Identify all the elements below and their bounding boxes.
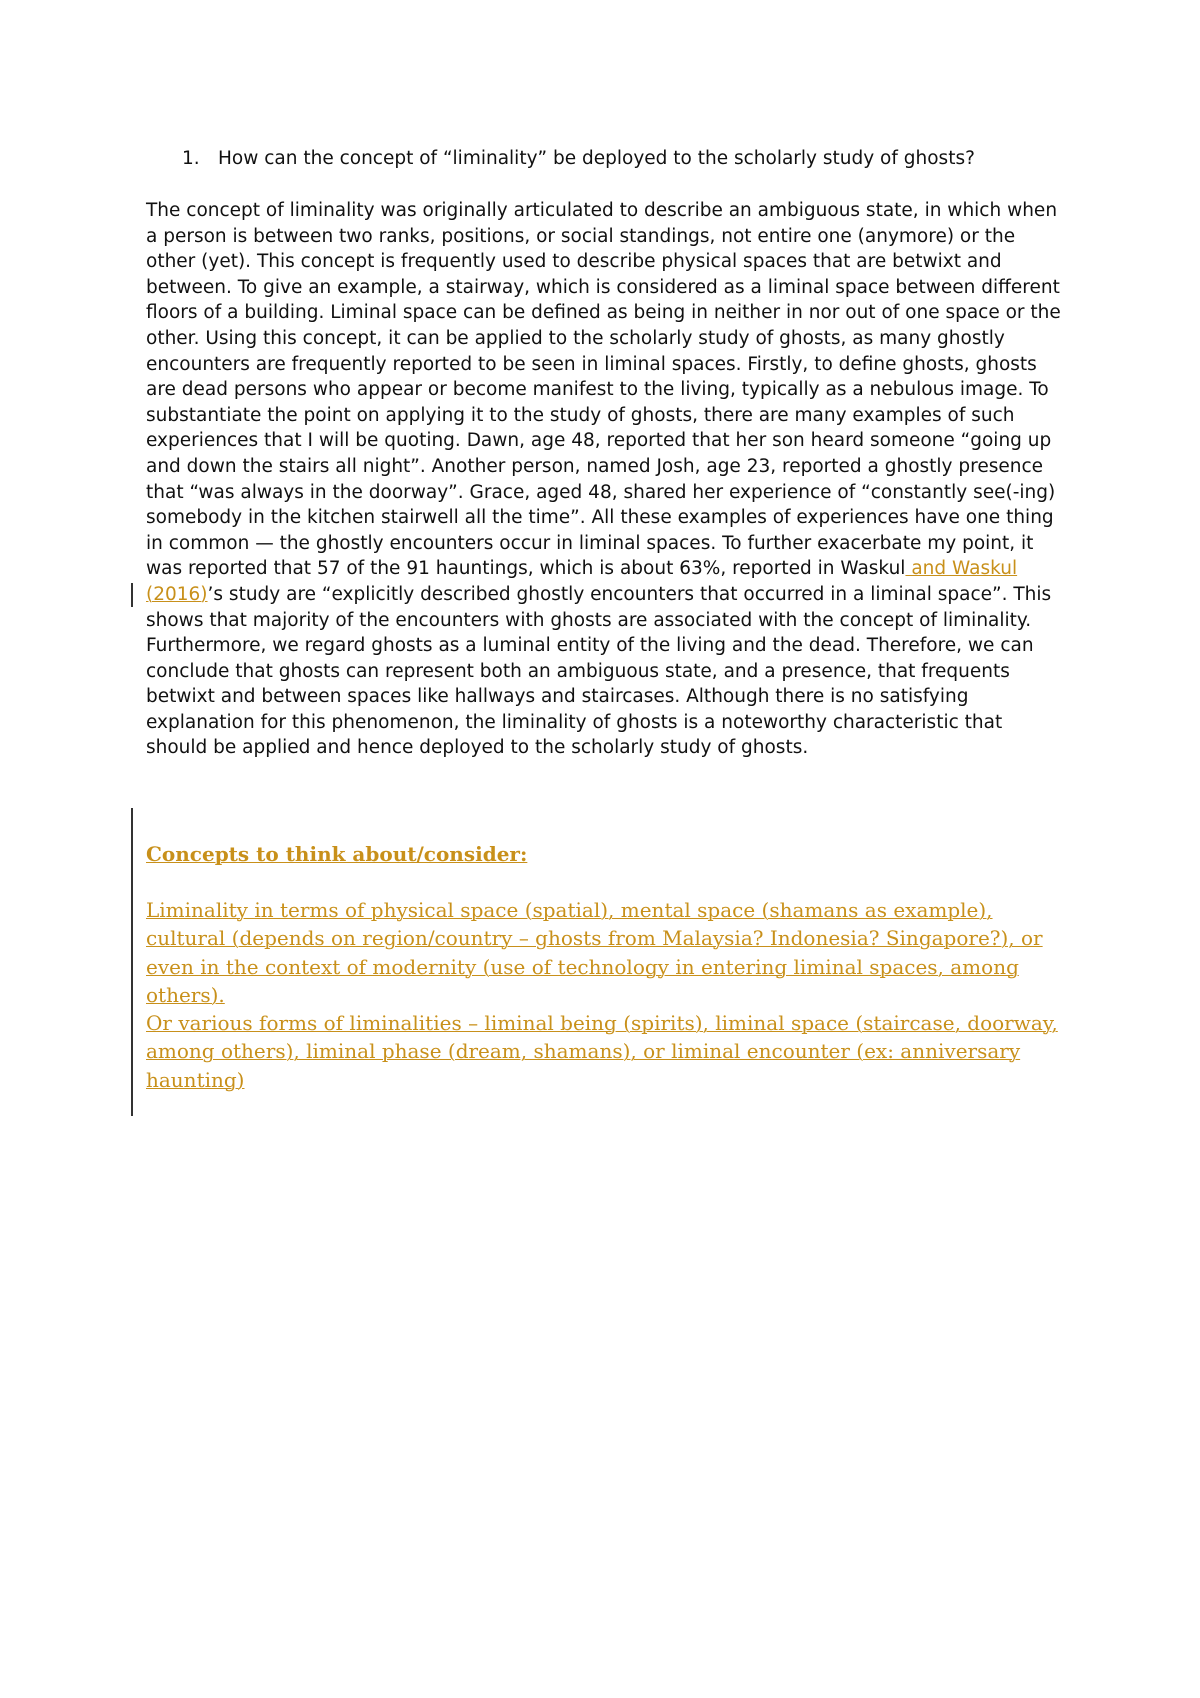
question-number: 1. xyxy=(182,148,200,169)
answer-text-part2: ’s study are “explicitly described ghostly encounters that occurred in a liminal space”. This shows that majority of the encounters with ghosts are associated with the concept of liminality. Furthermore, we regard ghosts as a luminal entity of the living and the dead. Therefore, we can conclude that ghosts can represent both an ambiguous state, and a presence, that frequents betwixt and between spaces like hallways and staircases. Although there is no satisfying explanation for this phenomenon, the liminality of ghosts is a noteworthy characteristic that should be applied and hence deployed to the scholarly study of ghosts. xyxy=(146,583,1052,759)
answer-paragraph[interactable] xyxy=(146,198,1066,761)
change-bar-answer xyxy=(131,583,133,607)
question-list-item xyxy=(182,146,1082,172)
concepts-heading: Concepts to think about/consider: xyxy=(146,842,528,866)
tracked-insertion: and Waskul (2016) xyxy=(146,558,1018,605)
change-bar-concepts xyxy=(131,808,133,1116)
question-text: How can the concept of “liminality” be deployed to the scholarly study of ghosts? xyxy=(218,148,975,169)
concepts-paragraph-1: Liminality in terms of physical space (spatial), mental space (shamans as example), cultural (depends on region/country – ghosts from Malaysia? Indonesia? Singapore?), or even in the context of modernity (use of technology in entering liminal spaces, among others). xyxy=(146,898,1043,1007)
answer-text-part1: The concept of liminality was originally articulated to describe an ambiguous state, in which when a person is between two ranks, positions, or social standings, not entire one (anymore) or the other (yet). This concept is frequently used to describe physical spaces that are betwixt and between. To give an example, a stairway, which is considered as a liminal space between different floors of a building. Liminal space can be defined as being in neither in nor out of one space or the other. Using this concept, it can be applied to the scholarly study of ghosts, as many ghostly encounters are frequently reported to be seen in liminal spaces. Firstly, to define ghosts, ghosts are dead persons who appear or become manifest to the living, typically as a nebulous image. To substantiate the point on applying it to the study of ghosts, there are many examples of such experiences that I will be quoting. Dawn, age 48, reported that her son heard someone “going up and down the stairs all night”. Another person, named Josh, age 23, reported a ghostly presence that “was always in the doorway”. Grace, aged 48, shared her experience of “constantly see(-ing) somebody in the kitchen stairwell all the time”. All these examples of experiences have one thing in common — the ghostly encounters occur in liminal spaces. To further exacerbate my point, it was reported that 57 of the 91 hauntings, which is about 63%, reported in Waskul xyxy=(146,200,1061,580)
concepts-paragraph-2: Or various forms of liminalities – liminal being (spirits), liminal space (staircase, doorway, among others), liminal phase (dream, shamans), or liminal encounter (ex: anniversary haunting) xyxy=(146,1011,1058,1092)
